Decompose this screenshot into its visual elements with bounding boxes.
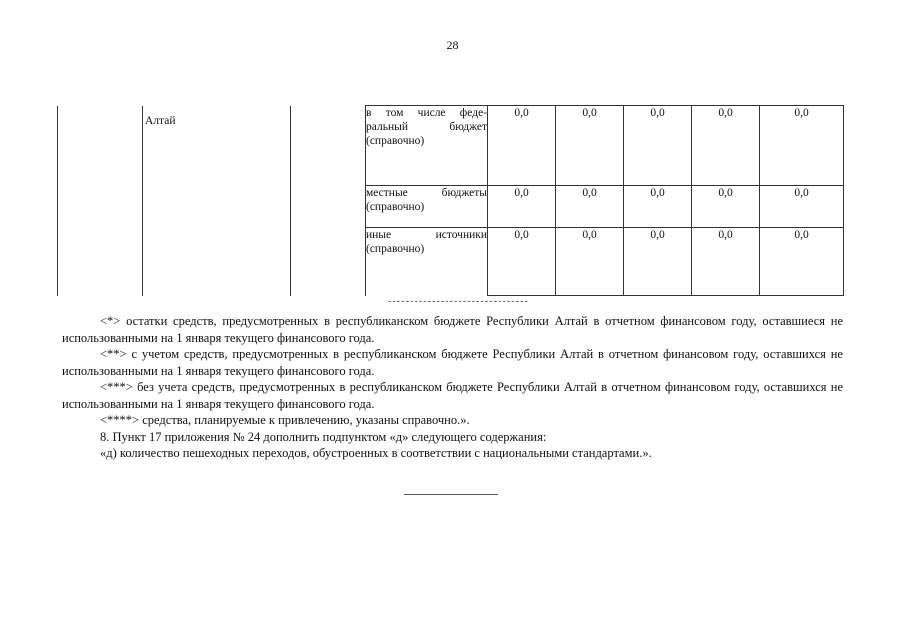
value-cell: 0,0 [556,228,624,296]
value-cell: 0,0 [692,186,760,228]
value-cell: 0,0 [692,228,760,296]
source-line: (справочно) [366,243,425,255]
amendment-paragraph: «д) количество пешеходных переходов, обустроенных в соответствии с национальными стандартами.». [100,446,652,460]
value-cell: 0,0 [624,186,692,228]
budget-table [57,105,844,296]
footnote: <****> средства, планируемые к привлечению, указаны справочно.». [100,413,470,427]
value-cell: 0,0 [760,228,844,296]
value-cell: 0,0 [760,186,844,228]
empty-cell [291,106,366,296]
source-line: иные источники [366,229,487,241]
value-cell: 0,0 [556,186,624,228]
value-cell: 0,0 [760,106,844,186]
footnotes [62,313,843,462]
footnote: <***> без учета средств, предусмотренных в республиканском бюджете Республики Алтай в отчетном финансовом году, оставшихся не использованными на 1 января текущего финансового года. [62,380,843,411]
source-line: в том числе феде- [366,107,487,119]
source-line: (справочно) [366,201,425,213]
empty-cell [58,106,143,296]
footnote-separator: -------------------------------- [387,297,528,307]
value-cell: 0,0 [488,228,556,296]
source-cell [366,186,488,228]
value-cell: 0,0 [488,106,556,186]
end-divider [404,494,498,495]
table-row [58,106,844,186]
footnote: <*> остатки средств, предусмотренных в республиканском бюджете Республики Алтай в отчетном финансовом году, оставшиеся не использованными на 1 января текущего финансового года. [62,314,843,345]
value-cell: 0,0 [692,106,760,186]
value-cell: 0,0 [556,106,624,186]
value-cell: 0,0 [488,186,556,228]
source-cell [366,106,488,186]
region-cell [143,106,291,296]
amendment-paragraph: 8. Пункт 17 приложения № 24 дополнить подпунктом «д» следующего содержания: [100,429,547,444]
region-name: Алтай [145,114,176,127]
value-cell: 0,0 [624,106,692,186]
value-cell: 0,0 [624,228,692,296]
footnote: <**> с учетом средств, предусмотренных в республиканском бюджете Республики Алтай в отчетном финансовом году, оставшихся не использованными на 1 января текущего финансового года. [62,347,843,378]
page-number: 28 [446,38,459,52]
source-line: (справочно) [366,135,425,147]
source-line: ральный бюджет [366,121,487,133]
source-line: местные бюджеты [366,187,487,199]
source-cell [366,228,488,296]
